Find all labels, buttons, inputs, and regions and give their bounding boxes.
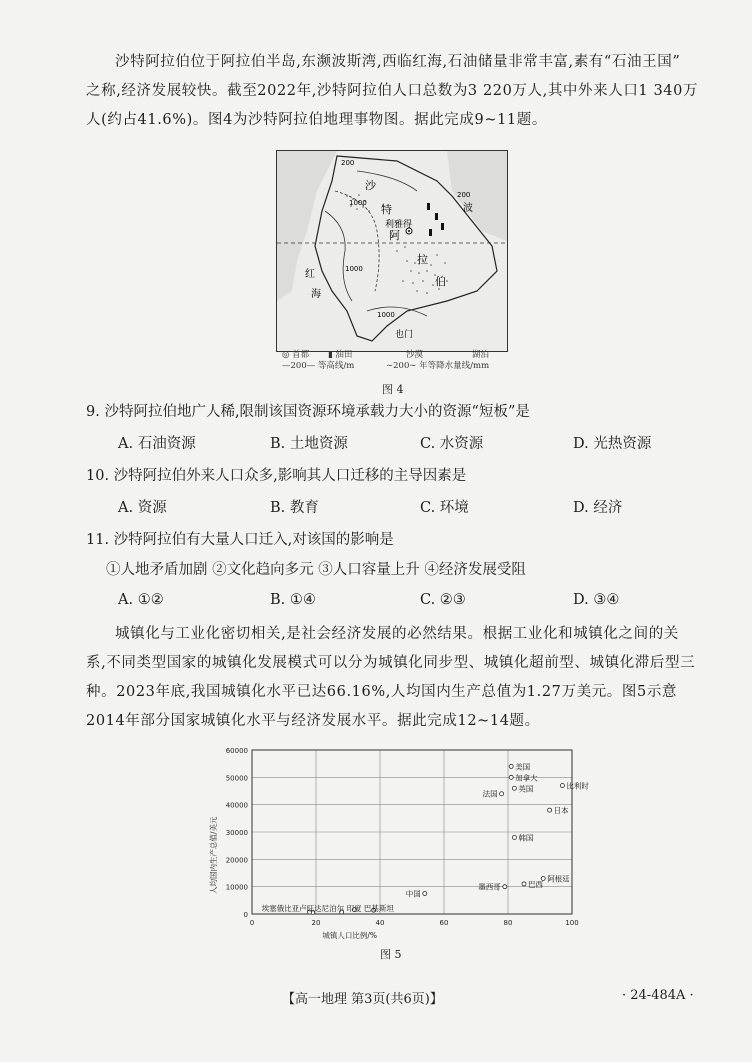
figure4-caption: 图 4 xyxy=(382,383,404,396)
data-point xyxy=(509,764,513,768)
map-label-persian: 波 xyxy=(463,203,473,214)
q10-option-d[interactable]: D. 经济 xyxy=(573,500,623,516)
data-point xyxy=(512,835,516,839)
y-tick-label: 10000 xyxy=(225,883,248,892)
point-label: 英国 xyxy=(518,784,534,794)
data-point xyxy=(560,784,564,788)
q9-option-b[interactable]: B. 土地资源 xyxy=(270,436,348,452)
intro1-line-1: 沙特阿拉伯位于阿拉伯半岛,东濒波斯湾,西临红海,石油储量非常丰富,素有“石油王国” xyxy=(115,54,681,70)
data-point xyxy=(500,792,504,796)
map-label-sea: 海 xyxy=(311,289,321,300)
point-label: 韩国 xyxy=(518,833,534,843)
intro-paragraph-1 xyxy=(86,48,708,135)
footer-page-info: 【高一地理 第3页(共6页)】 xyxy=(282,992,443,1007)
q11-stem: 11. 沙特阿拉伯有大量人口迁入,对该国的影响是 xyxy=(86,532,394,548)
point-label: 日本 xyxy=(553,806,569,816)
data-point xyxy=(423,892,427,896)
y-tick-label: 40000 xyxy=(225,801,248,810)
legend-desert: 沙漠 xyxy=(406,350,424,360)
data-point xyxy=(503,885,507,889)
x-tick-label: 0 xyxy=(249,919,255,927)
intro1-line-2: 之称,经济发展较快。截至2022年,沙特阿拉伯人口总数为3 220万人,其中外来人口1 340万 xyxy=(86,83,699,99)
point-label: 巴西 xyxy=(528,879,543,889)
map-label-capital: 利雅得 xyxy=(385,220,413,230)
legend-capital: ◎ 首都 xyxy=(282,350,310,360)
x-axis-label: 城镇人口比例/% xyxy=(322,931,378,940)
intro2-line-4: 2014年部分国家城镇化水平与经济发展水平。据此完成12~14题。 xyxy=(86,713,540,729)
intro2-line-2: 系,不同类型国家的城镇化发展模式可以分为城镇化同步型、城镇化超前型、城镇化滞后型三 xyxy=(86,655,696,671)
map-label-te: 特 xyxy=(381,203,392,216)
data-point xyxy=(512,786,516,790)
contour-label-5: 1000 xyxy=(377,311,395,319)
y-tick-label: 50000 xyxy=(225,774,248,783)
bottom-points-label: 埃塞俄比亚卢旺达尼泊尔 印度 巴基斯坦 xyxy=(261,904,394,913)
map-label-red: 红 xyxy=(305,269,315,280)
map-label-a: 阿 xyxy=(389,229,400,242)
data-point xyxy=(509,775,513,779)
y-tick-label: 20000 xyxy=(225,856,248,865)
contour-line xyxy=(325,211,352,301)
intro2-line-3: 种。2023年底,我国城镇化水平已达66.16%,人均国内生产总值为1.27万美元。图5示意 xyxy=(86,684,678,700)
legend-precip: ∼200∼ 年等降水量线/mm xyxy=(386,361,490,371)
map-label-bo: 伯 xyxy=(435,275,446,288)
map-label-yemen: 也门 xyxy=(395,330,414,340)
desert-dots xyxy=(346,194,448,294)
q10-option-b[interactable]: B. 教育 xyxy=(270,500,319,516)
y-tick-label: 60000 xyxy=(225,747,248,755)
footer-code: · 24-484A · xyxy=(622,988,694,1003)
q10-option-c[interactable]: C. 环境 xyxy=(420,500,469,516)
point-label: 法国 xyxy=(482,789,498,799)
intro2-line-1: 城镇化与工业化密切相关,是社会经济发展的必然结果。根据工业化和城镇化之间的关 xyxy=(115,626,679,642)
point-label: 阿根廷 xyxy=(547,874,570,884)
capital-dot xyxy=(408,230,410,232)
x-tick-label: 60 xyxy=(439,919,449,927)
contour-label-3: 200 xyxy=(457,191,471,199)
x-tick-label: 40 xyxy=(375,919,385,927)
q9-option-a[interactable]: A. 石油资源 xyxy=(118,436,196,452)
map-label-la: 拉 xyxy=(417,253,428,266)
contour-label-4: 1000 xyxy=(345,265,363,273)
y-axis-label: 人均国内生产总值/美元 xyxy=(209,816,218,894)
point-label: 墨西哥 xyxy=(478,882,501,892)
oil-field-markers xyxy=(427,203,444,236)
saudi-map xyxy=(276,150,508,352)
y-tick-label: 0 xyxy=(243,911,248,919)
y-tick-label: 30000 xyxy=(225,829,248,837)
point-label: 比利时 xyxy=(566,781,589,791)
q11-option-b[interactable]: B. ①④ xyxy=(270,592,316,608)
intro1-line-3: 人(约占41.6%)。图4为沙特阿拉伯地理事物图。据此完成9~11题。 xyxy=(86,112,547,128)
q9-stem: 9. 沙特阿拉伯地广人稀,限制该国资源环境承载力大小的资源“短板”是 xyxy=(86,404,530,420)
q10-stem: 10. 沙特阿拉伯外来人口众多,影响其人口迁移的主导因素是 xyxy=(86,468,467,484)
legend-contour: —200— 等高线/m xyxy=(282,361,355,371)
figure5-caption: 图 5 xyxy=(380,948,402,961)
q11-statements: ①人地矛盾加剧 ②文化趋向多元 ③人口容量上升 ④经济发展受阻 xyxy=(106,562,526,578)
map-legend xyxy=(276,350,516,372)
q11-option-c[interactable]: C. ②③ xyxy=(420,592,466,608)
data-point xyxy=(548,808,552,812)
contour-label-2: 1000 xyxy=(349,199,367,207)
x-tick-label: 80 xyxy=(503,919,513,927)
q11-option-d[interactable]: D. ③④ xyxy=(573,592,620,608)
map-label-sha: 沙 xyxy=(365,179,376,192)
contour-label-1: 200 xyxy=(341,159,355,167)
legend-lake: 湖泊 xyxy=(472,350,490,360)
legend-oil: ▮ 油田 xyxy=(328,350,353,360)
intro-paragraph-2 xyxy=(86,620,708,736)
q9-option-d[interactable]: D. 光热资源 xyxy=(573,436,652,452)
q9-option-c[interactable]: C. 水资源 xyxy=(420,436,484,452)
urbanization-gdp-chart xyxy=(200,740,600,948)
x-tick-label: 100 xyxy=(565,919,579,927)
point-label: 加拿大 xyxy=(515,773,538,783)
data-point xyxy=(522,882,526,886)
q10-option-a[interactable]: A. 资源 xyxy=(118,500,167,516)
saudi-map-graphic xyxy=(277,151,507,351)
point-label: 美国 xyxy=(515,762,531,772)
point-label: 中国 xyxy=(405,889,421,899)
x-tick-label: 20 xyxy=(311,919,321,927)
q11-option-a[interactable]: A. ①② xyxy=(118,592,164,608)
